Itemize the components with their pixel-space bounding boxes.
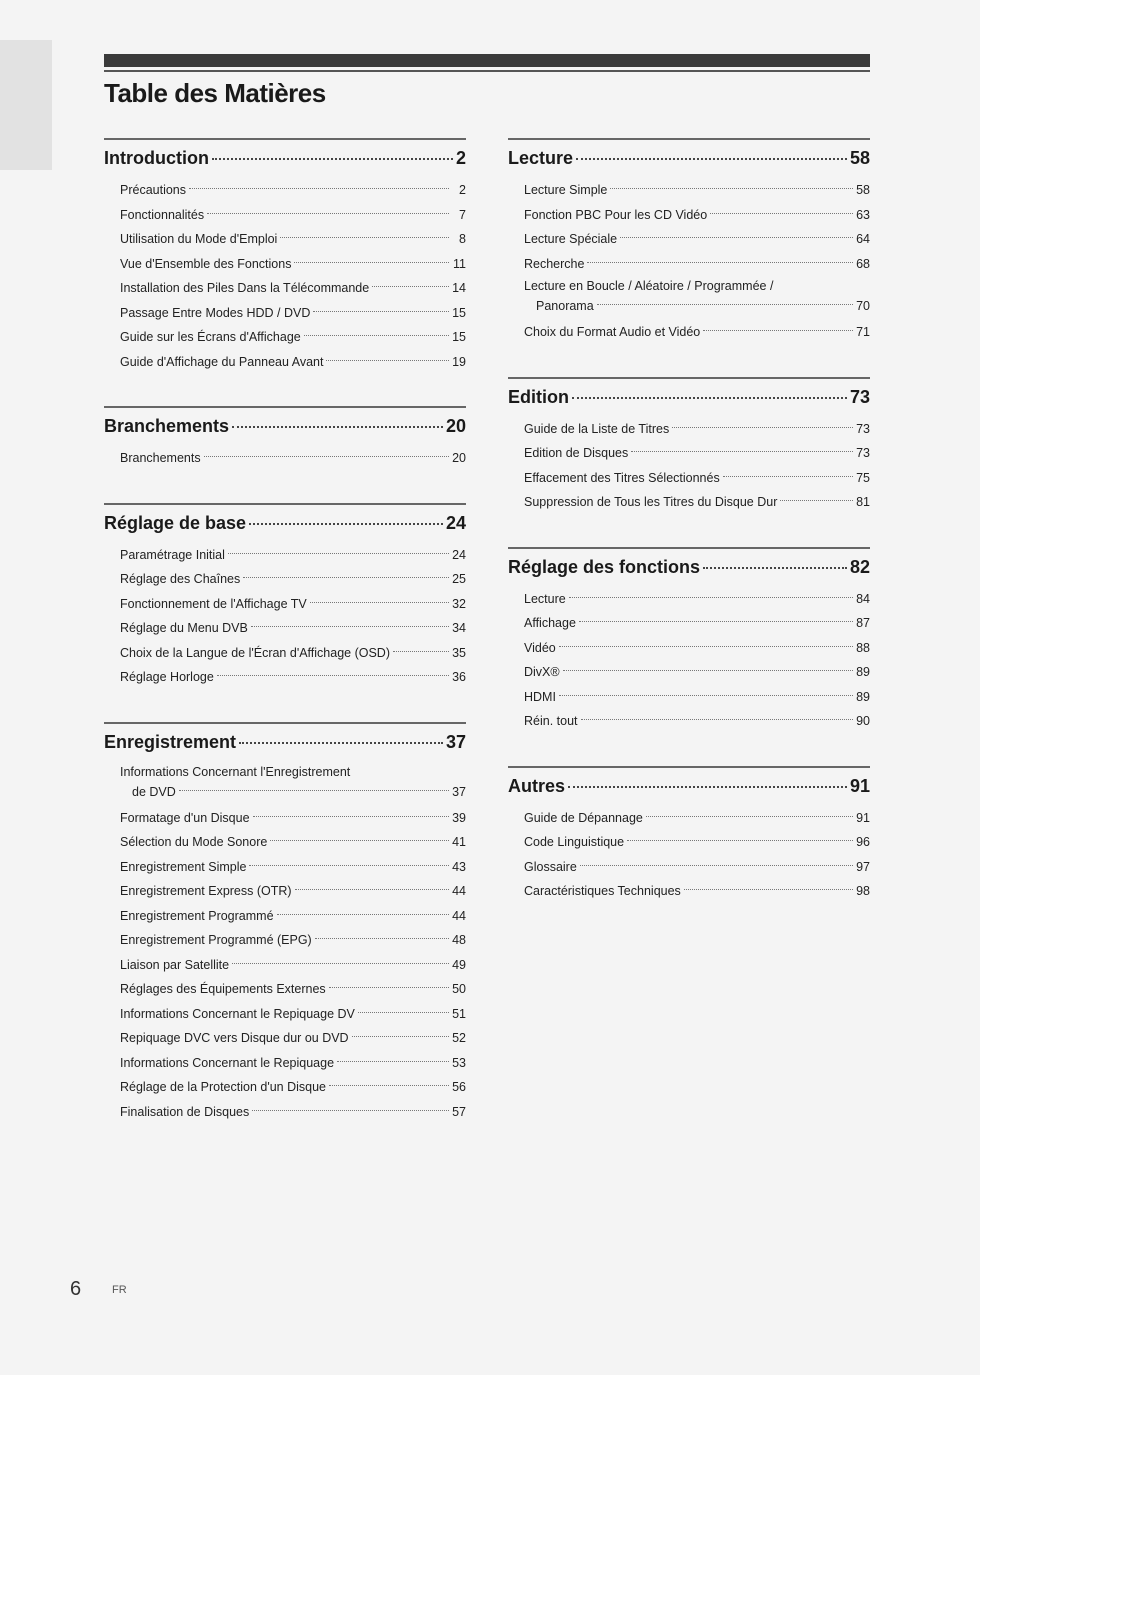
toc-entry[interactable] bbox=[104, 616, 466, 641]
toc-section bbox=[508, 138, 870, 345]
entry-page: 70 bbox=[856, 299, 870, 313]
entry-label-continued: de DVD bbox=[132, 784, 176, 799]
entry-label: Liaison par Satellite bbox=[120, 957, 230, 972]
entry-page: 58 bbox=[856, 183, 870, 197]
section-page: 58 bbox=[849, 148, 870, 168]
toc-entry[interactable] bbox=[104, 1051, 466, 1076]
leader-dots bbox=[352, 1036, 449, 1037]
leader-dots bbox=[310, 602, 449, 603]
entry-page: 84 bbox=[856, 591, 870, 606]
entry-list bbox=[508, 178, 870, 345]
leader-dots bbox=[627, 840, 853, 841]
entry-label: Lecture bbox=[524, 591, 566, 606]
toc-entry[interactable] bbox=[104, 762, 466, 806]
entry-page: 36 bbox=[452, 670, 466, 684]
entry-label: Informations Concernant le Repiquage DV bbox=[120, 1006, 355, 1021]
leader-dots bbox=[277, 914, 449, 915]
entry-page: 89 bbox=[856, 665, 870, 679]
toc-entry[interactable] bbox=[508, 611, 870, 636]
entry-label: Réglages des Équipements Externes bbox=[120, 982, 326, 996]
entry-page: 53 bbox=[452, 1055, 466, 1070]
entry-label: Enregistrement Express (OTR) bbox=[120, 884, 292, 898]
entry-page: 81 bbox=[856, 495, 870, 509]
leader-dots bbox=[780, 500, 853, 501]
leader-dots bbox=[228, 553, 449, 554]
leader-dots bbox=[295, 889, 449, 890]
toc-entry[interactable] bbox=[104, 830, 466, 855]
entry-list bbox=[508, 806, 870, 904]
side-tab-marker bbox=[0, 40, 52, 170]
section-heading[interactable] bbox=[104, 148, 466, 174]
leader-dots bbox=[703, 330, 853, 331]
entry-line2 bbox=[524, 296, 870, 316]
leader-dots bbox=[337, 1061, 449, 1062]
entry-page: 19 bbox=[452, 354, 466, 369]
toc-left-column bbox=[104, 138, 466, 1124]
leader-dots bbox=[703, 567, 847, 569]
section-title: Réglage de base bbox=[104, 512, 247, 533]
page-title: Table des Matières bbox=[104, 78, 326, 108]
toc-section bbox=[104, 406, 466, 471]
toc-entry[interactable] bbox=[508, 879, 870, 904]
section-title: Introduction bbox=[104, 148, 209, 168]
entry-page: 25 bbox=[452, 572, 466, 586]
leader-dots bbox=[294, 262, 449, 263]
entry-label: Lecture en Boucle / Aléatoire / Programmée / bbox=[524, 279, 774, 293]
toc-entry[interactable] bbox=[104, 227, 466, 252]
entry-label: Utilisation du Mode d'Emploi bbox=[120, 232, 278, 246]
toc-entry[interactable] bbox=[104, 665, 466, 690]
leader-dots bbox=[631, 451, 853, 452]
toc-entry[interactable] bbox=[104, 252, 466, 277]
entry-list bbox=[104, 543, 466, 690]
section-page: 20 bbox=[445, 416, 466, 436]
entry-page: 15 bbox=[452, 330, 466, 344]
entry-label: Informations Concernant l'Enregistrement bbox=[120, 764, 351, 779]
leader-dots bbox=[358, 1012, 449, 1013]
entry-label: Réglage des Chaînes bbox=[120, 572, 241, 586]
toc-entry[interactable] bbox=[104, 641, 466, 666]
entry-page: 14 bbox=[452, 281, 466, 295]
leader-dots bbox=[204, 456, 449, 457]
toc-entry[interactable] bbox=[104, 301, 466, 326]
leader-dots bbox=[232, 963, 449, 964]
entry-label: Effacement des Titres Sélectionnés bbox=[524, 470, 720, 485]
entry-label: Edition de Disques bbox=[524, 446, 629, 460]
entry-line2 bbox=[120, 782, 466, 802]
entry-page: 63 bbox=[856, 207, 870, 222]
entry-label: Guide de Dépannage bbox=[524, 810, 643, 825]
leader-dots bbox=[207, 213, 449, 214]
toc-entry[interactable] bbox=[508, 855, 870, 880]
section-page: 24 bbox=[445, 512, 466, 533]
toc-entry[interactable] bbox=[104, 276, 466, 301]
toc-entry[interactable] bbox=[508, 587, 870, 612]
entry-label: Glossaire bbox=[524, 859, 577, 874]
toc-entry[interactable] bbox=[104, 1075, 466, 1100]
entry-page: 90 bbox=[856, 714, 870, 728]
entry-page: 39 bbox=[452, 810, 466, 825]
entry-label: Formatage d'un Disque bbox=[120, 810, 250, 825]
entry-label: Installation des Piles Dans la Télécommande bbox=[120, 281, 370, 295]
section-title: Branchements bbox=[104, 416, 230, 436]
leader-dots bbox=[217, 675, 449, 676]
toc-entry[interactable] bbox=[508, 685, 870, 710]
leader-dots bbox=[243, 577, 449, 578]
entry-label: HDMI bbox=[524, 689, 556, 704]
leader-dots bbox=[579, 621, 853, 622]
toc-entry[interactable] bbox=[104, 879, 466, 904]
toc-entry[interactable] bbox=[104, 928, 466, 953]
leader-dots bbox=[597, 304, 853, 305]
toc-right-column bbox=[508, 138, 870, 904]
entry-page: 11 bbox=[453, 256, 466, 271]
section-heading[interactable] bbox=[104, 732, 466, 758]
toc-entry[interactable] bbox=[508, 252, 870, 277]
header-bar bbox=[104, 54, 870, 67]
entry-page: 88 bbox=[856, 640, 870, 655]
section-title: Edition bbox=[508, 386, 569, 407]
toc-entry[interactable] bbox=[104, 543, 466, 568]
entry-label: Lecture Simple bbox=[524, 183, 608, 197]
section-heading[interactable] bbox=[508, 148, 870, 174]
leader-dots bbox=[372, 286, 449, 287]
entry-label: Code Linguistique bbox=[524, 835, 625, 849]
toc-entry[interactable] bbox=[508, 417, 870, 442]
leader-dots bbox=[672, 427, 853, 428]
section-heading[interactable] bbox=[104, 513, 466, 539]
entry-page: 41 bbox=[452, 835, 466, 849]
entry-list bbox=[508, 587, 870, 734]
entry-page: 44 bbox=[452, 908, 466, 923]
entry-label: Informations Concernant le Repiquage bbox=[120, 1055, 335, 1070]
leader-dots bbox=[580, 865, 853, 866]
toc-entry[interactable] bbox=[104, 1002, 466, 1027]
leader-dots bbox=[572, 397, 847, 399]
entry-page: 91 bbox=[856, 810, 870, 825]
entry-label: Caractéristiques Techniques bbox=[524, 884, 681, 898]
entry-label: Enregistrement Programmé (EPG) bbox=[120, 933, 312, 947]
entry-page: 96 bbox=[856, 835, 870, 849]
entry-page: 49 bbox=[452, 957, 466, 972]
leader-dots bbox=[723, 476, 853, 477]
toc-entry[interactable] bbox=[104, 977, 466, 1002]
leader-dots bbox=[559, 695, 853, 696]
entry-page: 50 bbox=[452, 982, 466, 996]
section-page: 91 bbox=[849, 775, 870, 796]
toc-entry[interactable] bbox=[104, 325, 466, 350]
entry-page: 43 bbox=[452, 859, 466, 874]
entry-page: 73 bbox=[856, 421, 870, 436]
entry-list bbox=[104, 762, 466, 1125]
entry-label: Choix du Format Audio et Vidéo bbox=[524, 325, 701, 339]
toc-entry[interactable] bbox=[508, 320, 870, 345]
leader-dots bbox=[329, 987, 449, 988]
section-heading[interactable] bbox=[508, 776, 870, 802]
toc-entry[interactable] bbox=[104, 904, 466, 929]
leader-dots bbox=[568, 786, 847, 788]
toc-entry[interactable] bbox=[508, 276, 870, 320]
section-page: 37 bbox=[445, 731, 466, 752]
toc-entry[interactable] bbox=[508, 636, 870, 661]
leader-dots bbox=[252, 1110, 449, 1111]
entry-label: Réin. tout bbox=[524, 714, 578, 728]
toc-section bbox=[508, 766, 870, 904]
toc-entry[interactable] bbox=[104, 567, 466, 592]
entry-page: 68 bbox=[856, 256, 870, 271]
toc-section bbox=[508, 377, 870, 515]
leader-dots bbox=[253, 816, 449, 817]
toc-entry[interactable] bbox=[508, 830, 870, 855]
section-heading[interactable] bbox=[508, 387, 870, 413]
leader-dots bbox=[249, 523, 443, 525]
toc-section bbox=[104, 503, 466, 690]
entry-page: 75 bbox=[856, 470, 870, 485]
section-page: 2 bbox=[455, 148, 466, 168]
leader-dots bbox=[315, 938, 449, 939]
leader-dots bbox=[581, 719, 853, 720]
page-number: 6 bbox=[70, 1278, 82, 1300]
toc-entry[interactable] bbox=[104, 178, 466, 203]
entry-label: Finalisation de Disques bbox=[120, 1104, 250, 1119]
entry-label: Repiquage DVC vers Disque dur ou DVD bbox=[120, 1031, 349, 1045]
toc-entry[interactable] bbox=[104, 1026, 466, 1051]
entry-label: Réglage du Menu DVB bbox=[120, 621, 248, 635]
entry-label: Réglage Horloge bbox=[120, 670, 214, 684]
entry-page: 15 bbox=[452, 305, 466, 320]
entry-label: Précautions bbox=[120, 183, 187, 197]
leader-dots bbox=[179, 790, 449, 791]
leader-dots bbox=[313, 311, 449, 312]
entry-label-continued: Panorama bbox=[536, 299, 594, 313]
entry-page: 87 bbox=[856, 616, 870, 630]
entry-label: Choix de la Langue de l'Écran d'Affichage (OSD) bbox=[120, 645, 390, 660]
entry-label: Guide sur les Écrans d'Affichage bbox=[120, 330, 301, 344]
leader-dots bbox=[212, 158, 453, 160]
entry-label: Suppression de Tous les Titres du Disque Dur bbox=[524, 495, 778, 509]
entry-label: Recherche bbox=[524, 256, 585, 271]
toc-entry[interactable] bbox=[104, 806, 466, 831]
leader-dots bbox=[620, 237, 853, 238]
entry-label: Fonction PBC Pour les CD Vidéo bbox=[524, 207, 708, 222]
leader-dots bbox=[251, 626, 449, 627]
entry-page: 20 bbox=[452, 451, 466, 465]
entry-page: 64 bbox=[856, 232, 870, 246]
toc-entry[interactable] bbox=[104, 592, 466, 617]
leader-dots bbox=[189, 188, 449, 189]
header-rule bbox=[104, 70, 870, 72]
language-code: FR bbox=[112, 1284, 127, 1296]
entry-page: 7 bbox=[459, 207, 466, 222]
leader-dots bbox=[280, 237, 449, 238]
toc-section bbox=[104, 722, 466, 1125]
toc-entry[interactable] bbox=[104, 953, 466, 978]
entry-page: 24 bbox=[452, 547, 466, 562]
entry-page: 98 bbox=[856, 884, 870, 898]
section-title: Réglage des fonctions bbox=[508, 556, 701, 577]
entry-label: Sélection du Mode Sonore bbox=[120, 835, 268, 849]
entry-label: Branchements bbox=[120, 451, 201, 465]
entry-page: 37 bbox=[452, 784, 466, 799]
leader-dots bbox=[304, 335, 449, 336]
leader-dots bbox=[710, 213, 853, 214]
section-title: Autres bbox=[508, 775, 566, 796]
entry-label: Guide d'Affichage du Panneau Avant bbox=[120, 354, 324, 369]
toc-entry[interactable] bbox=[104, 203, 466, 228]
leader-dots bbox=[329, 1085, 449, 1086]
entry-page: 57 bbox=[452, 1104, 466, 1119]
toc-entry[interactable] bbox=[508, 709, 870, 734]
entry-page: 35 bbox=[452, 645, 466, 660]
entry-label: Affichage bbox=[524, 616, 576, 630]
entry-label: Lecture Spéciale bbox=[524, 232, 618, 246]
entry-label: Guide de la Liste de Titres bbox=[524, 421, 670, 436]
entry-page: 34 bbox=[452, 621, 466, 635]
entry-page: 52 bbox=[452, 1031, 466, 1045]
entry-page: 2 bbox=[459, 183, 466, 197]
toc-entry[interactable] bbox=[508, 203, 870, 228]
toc-entry[interactable] bbox=[104, 1100, 466, 1125]
leader-dots bbox=[610, 188, 853, 189]
entry-label: DivX® bbox=[524, 665, 560, 679]
entry-label: Paramétrage Initial bbox=[120, 547, 225, 562]
leader-dots bbox=[326, 360, 449, 361]
entry-label: Vidéo bbox=[524, 640, 556, 655]
leader-dots bbox=[393, 651, 449, 652]
toc-section bbox=[104, 138, 466, 374]
entry-label: Fonctionnalités bbox=[120, 207, 205, 222]
toc-entry[interactable] bbox=[508, 441, 870, 466]
toc-entry[interactable] bbox=[104, 350, 466, 375]
entry-page: 71 bbox=[856, 325, 870, 339]
section-page: 82 bbox=[849, 556, 870, 577]
entry-label: Enregistrement Programmé bbox=[120, 908, 274, 923]
leader-dots bbox=[569, 597, 853, 598]
entry-page: 89 bbox=[856, 689, 870, 704]
entry-page: 97 bbox=[856, 859, 870, 874]
toc-entry[interactable] bbox=[508, 466, 870, 491]
toc-entry[interactable] bbox=[104, 855, 466, 880]
leader-dots bbox=[559, 646, 853, 647]
entry-page: 32 bbox=[452, 596, 466, 611]
entry-page: 73 bbox=[856, 446, 870, 460]
entry-page: 44 bbox=[452, 884, 466, 898]
entry-label: Réglage de la Protection d'un Disque bbox=[120, 1080, 326, 1094]
toc-entry[interactable] bbox=[508, 660, 870, 685]
leader-dots bbox=[576, 158, 847, 160]
toc-entry[interactable] bbox=[508, 806, 870, 831]
toc-entry[interactable] bbox=[508, 178, 870, 203]
section-title: Lecture bbox=[508, 148, 574, 168]
entry-label: Passage Entre Modes HDD / DVD bbox=[120, 305, 311, 320]
toc-entry[interactable] bbox=[104, 446, 466, 471]
leader-dots bbox=[587, 262, 853, 263]
leader-dots bbox=[646, 816, 853, 817]
entry-list bbox=[104, 446, 466, 471]
entry-label: Enregistrement Simple bbox=[120, 859, 247, 874]
entry-page: 51 bbox=[452, 1006, 466, 1021]
entry-list bbox=[508, 417, 870, 515]
toc-entry[interactable] bbox=[508, 227, 870, 252]
entry-page: 48 bbox=[452, 933, 466, 947]
section-title: Enregistrement bbox=[104, 731, 237, 752]
leader-dots bbox=[563, 670, 853, 671]
leader-dots bbox=[239, 742, 443, 744]
leader-dots bbox=[270, 840, 449, 841]
entry-list bbox=[104, 178, 466, 374]
toc-entry[interactable] bbox=[508, 490, 870, 515]
toc-section bbox=[508, 547, 870, 734]
leader-dots bbox=[684, 889, 853, 890]
section-heading[interactable] bbox=[508, 557, 870, 583]
leader-dots bbox=[249, 865, 449, 866]
section-heading[interactable] bbox=[104, 416, 466, 442]
leader-dots bbox=[232, 426, 443, 428]
entry-page: 8 bbox=[459, 232, 466, 246]
entry-page: 56 bbox=[452, 1080, 466, 1094]
entry-label: Vue d'Ensemble des Fonctions bbox=[120, 256, 292, 271]
entry-label: Fonctionnement de l'Affichage TV bbox=[120, 596, 307, 611]
section-page: 73 bbox=[849, 386, 870, 407]
